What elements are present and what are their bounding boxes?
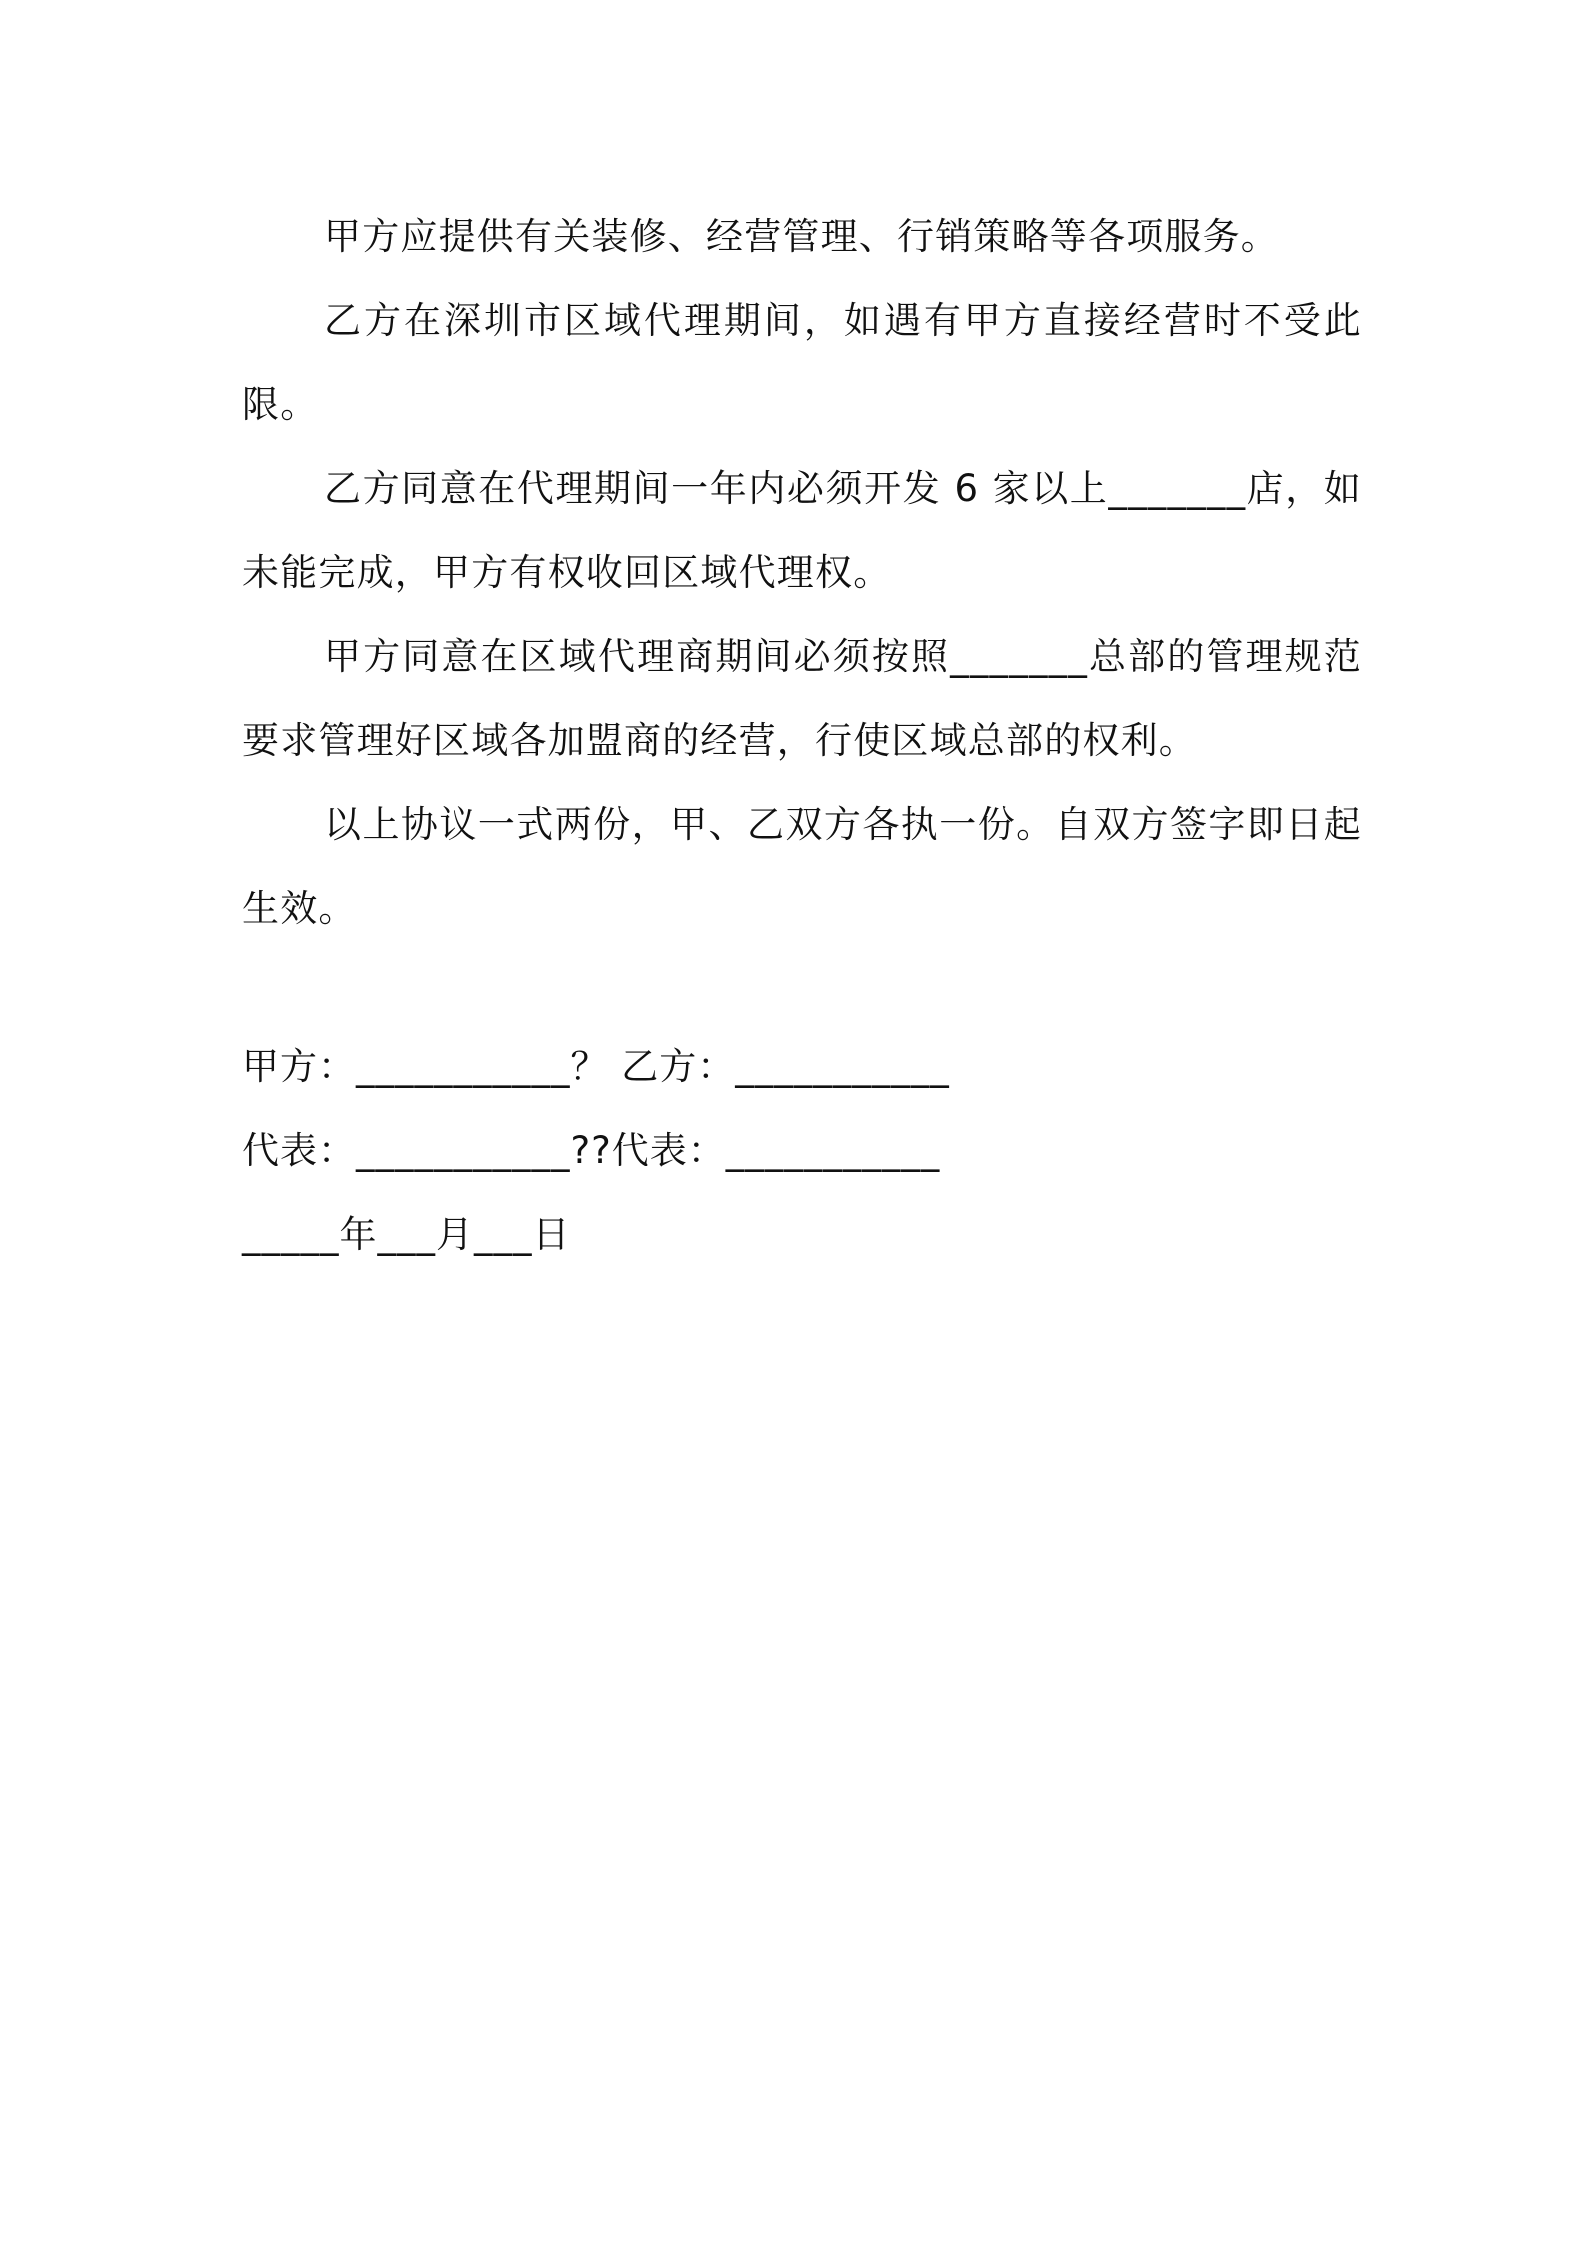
paragraph-copies: 以上协议一式两份，甲、乙双方各执一份。自双方签字即日起生效。 [242,803,1362,930]
paragraph-store-target: 乙方同意在代理期间一年内必须开发 6 家以上_______店，如未能完成，甲方有权收回区域代理权。 [242,467,1362,594]
signature-block [242,1025,1362,1277]
paragraph-region-limit: 乙方在深圳市区域代理期间，如遇有甲方直接经营时不受此限。 [242,299,1362,426]
agreement-body [242,195,1362,951]
paragraph-services: 甲方应提供有关装修、经营管理、行销策略等各项服务。 [324,215,1279,258]
paragraph-management: 甲方同意在区域代理商期间必须按照_______总部的管理规范要求管理好区域各加盟商的经营，行使区域总部的权利。 [242,635,1362,762]
representative-signature-line: 代表：___________??代表：___________ [242,1129,941,1172]
date-line: _____年___月___日 [242,1213,571,1256]
party-signature-line: 甲方：___________？ 乙方：___________ [242,1045,950,1088]
